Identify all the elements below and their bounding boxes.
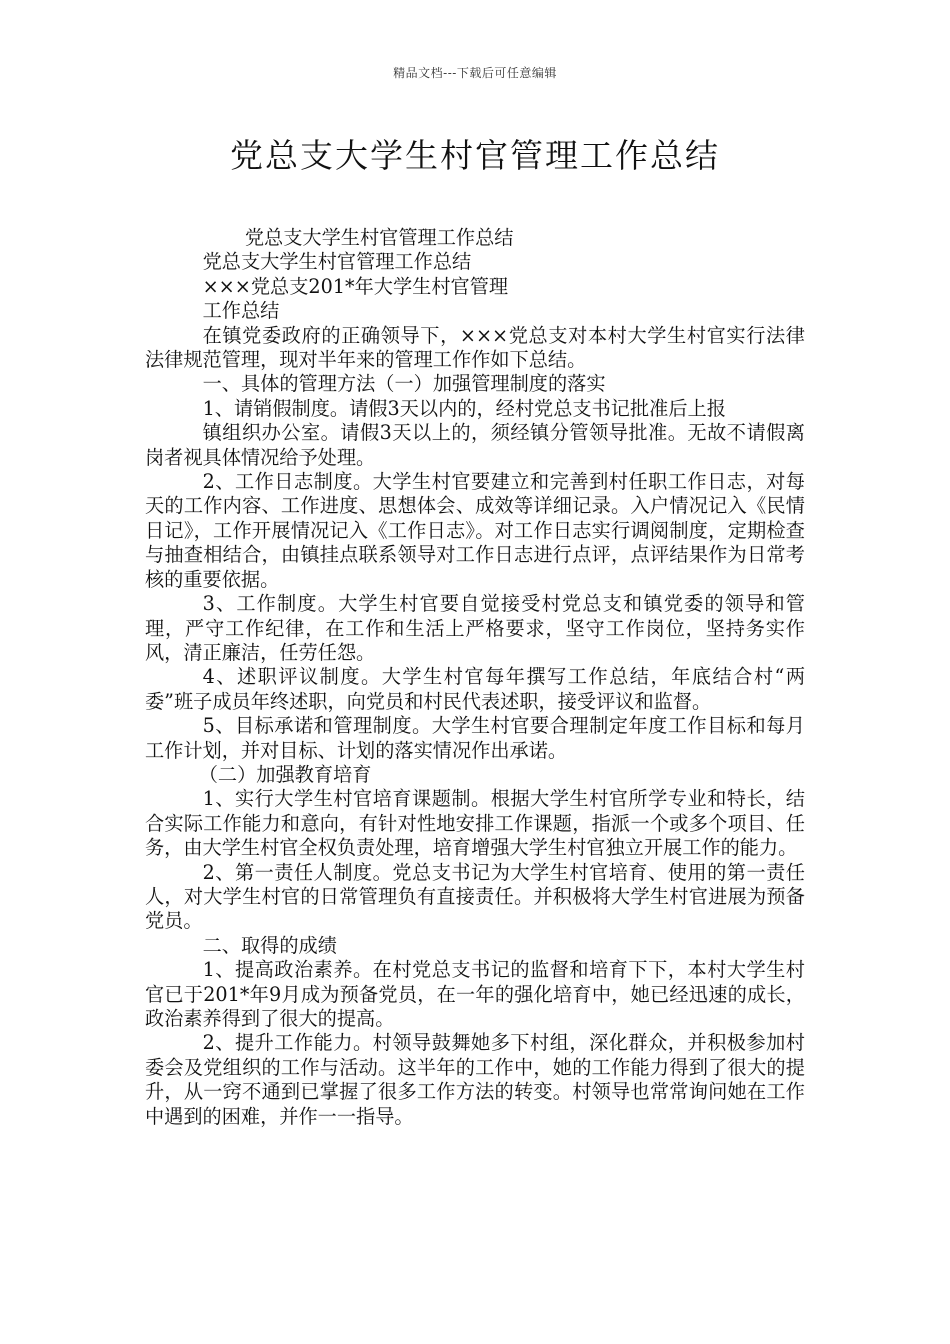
section-heading: （二）加强教育培育 — [198, 762, 372, 786]
paragraph: 2、第一责任人制度。党总支书记为大学生村官培育、使用的第一责任人，对大学生村官的日常管理负有直接责任。并积极将大学生村官进展为预备党员。 — [145, 860, 805, 933]
section-heading: 二、取得的成绩 — [202, 933, 337, 957]
header-note: 精品文档---下载后可任意编辑 — [393, 66, 557, 80]
document-body — [145, 226, 805, 1129]
paragraph: 2、工作日志制度。大学生村官要建立和完善到村任职工作日志，对每天的工作内容、工作进度、思想体会、成效等详细记录。入户情况记入《民情日记》，工作开展情况记入《工作日志》。对工作日志实行调阅制度，定期检查与抽查相结合，由镇挂点联系领导对工作日志进行点评，点评结果作为日常考核的重要依据。 — [145, 470, 805, 591]
paragraph-heading: 党总支大学生村官管理工作总结 — [202, 250, 472, 274]
section-heading: 一、具体的管理方法（一）加强管理制度的落实 — [202, 372, 606, 396]
document-title: 党总支大学生村官管理工作总结 — [230, 136, 720, 175]
paragraph: 4、述职评议制度。大学生村官每年撰写工作总结，年底结合村“两委”班子成员年终述职，向党员和村民代表述职，接受评议和监督。 — [145, 665, 805, 713]
paragraph: 2、提升工作能力。村领导鼓舞她多下村组，深化群众，并积极参加村委会及党组织的工作与活动。这半年的工作中，她的工作能力得到了很大的提升，从一窍不通到已掌握了很多工作方法的转变。村领导也常常询问她在工作中遇到的困难，并作一一指导。 — [145, 1031, 805, 1128]
paragraph: 镇组织办公室。请假3天以上的，须经镇分管领导批准。无故不请假离岗者视具体情况给予处理。 — [145, 421, 805, 469]
paragraph: 在镇党委政府的正确领导下，×××党总支对本村大学生村官实行法律法律规范管理，现对半年来的管理工作作如下总结。 — [145, 323, 805, 372]
paragraph: 1、实行大学生村官培育课题制。根据大学生村官所学专业和特长，结合实际工作能力和意向，有针对性地安排工作课题，指派一个或多个项目、任务，由大学生村官全权负责处理，培育增强大学生村官独立开展工作的能力。 — [145, 787, 805, 860]
paragraph-heading: ×××党总支201*年大学生村官管理 — [202, 274, 509, 298]
paragraph-subtitle: 党总支大学生村官管理工作总结 — [244, 226, 514, 249]
paragraph: 1、提高政治素养。在村党总支书记的监督和培育下下，本村大学生村官已于201*年9月成为预备党员，在一年的强化培育中，她已经迅速的成长，政治素养得到了很大的提高。 — [145, 958, 805, 1030]
paragraph: 3、工作制度。大学生村官要自觉接受村党总支和镇党委的领导和管理，严守工作纪律，在工作和生活上严格要求，坚守工作岗位，坚持务实作风，清正廉洁，任劳任怨。 — [145, 592, 805, 664]
paragraph: 1、请销假制度。请假3天以内的，经村党总支书记批准后上报 — [202, 396, 726, 420]
paragraph: 5、目标承诺和管理制度。大学生村官要合理制定年度工作目标和每月工作计划，并对目标、计划的落实情况作出承诺。 — [145, 714, 805, 762]
paragraph-heading: 工作总结 — [202, 299, 280, 323]
